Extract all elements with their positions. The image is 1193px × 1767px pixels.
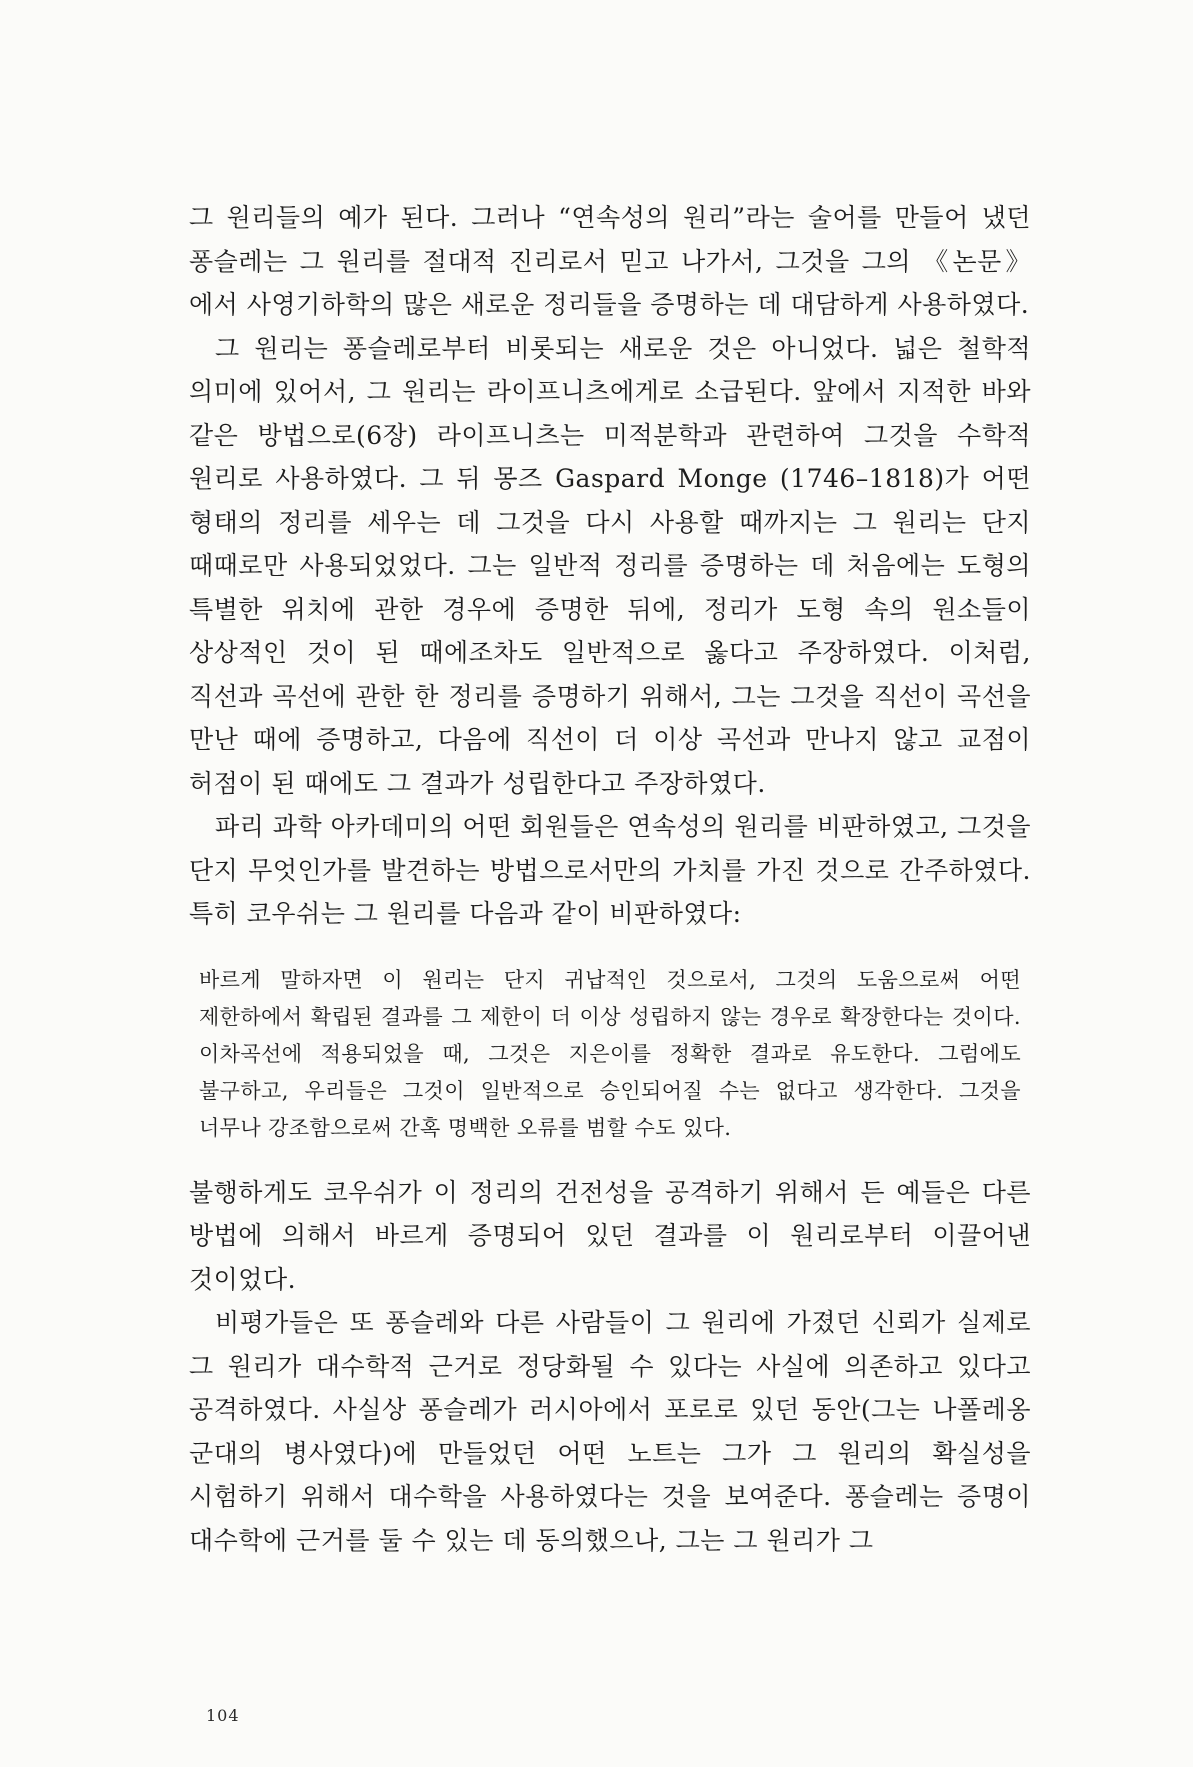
paragraph-1: 그 원리들의 예가 된다. 그러나 “연속성의 원리”라는 술어를 만들어 냈던 퐁슬레는 그 원리를 절대적 진리로서 믿고 나가서, 그것을 그의 《논문》에서 사영기하학의 많은 새로운 정리들을 증명하는 데 대담하게 사용하였다. bbox=[189, 203, 1031, 319]
body-text bbox=[189, 196, 1031, 1562]
block-quote: 바르게 말하자면 이 원리는 단지 귀납적인 것으로서, 그것의 도움으로써 어떤 제한하에서 확립된 결과를 그 제한이 더 이상 성립하지 않는 경우로 확장한다는 것이다. 이차곡선에 적용되었을 때, 그것은 지은이를 정확한 결과로 유도한다. 그럼에도 불구하고, 우리들은 그것이 일반적으로 승인되어질 수는 없다고 생각한다. 그것을 너무나 강조함으로써 간혹 명백한 오류를 범할 수도 있다. bbox=[199, 967, 1021, 1140]
paragraph-4: 불행하게도 코우쉬가 이 정리의 건전성을 공격하기 위해서 든 예들은 다른 방법에 의해서 바르게 증명되어 있던 결과를 이 원리로부터 이끌어낸 것이었다. bbox=[189, 1177, 1031, 1294]
paragraph-5: 비평가들은 또 퐁슬레와 다른 사람들이 그 원리에 가졌던 신뢰가 실제로 그 원리가 대수학적 근거로 정당화될 수 있다는 사실에 의존하고 있다고 공격하였다. 사실상 퐁슬레가 러시아에서 포로로 있던 동안(그는 나폴레옹 군대의 병사였다)에 만들었던 어떤 노트는 그가 그 원리의 확실성을 시험하기 위해서 대수학을 사용하였다는 것을 보여준다. 퐁슬레는 증명이 대수학에 근거를 둘 수 있는 데 동의했으나, 그는 그 원리가 그 bbox=[189, 1308, 1031, 1555]
paragraph-3: 파리 과학 아카데미의 어떤 회원들은 연속성의 원리를 비판하였고, 그것을 단지 무엇인가를 발견하는 방법으로서만의 가치를 가진 것으로 간주하였다. 특히 코우쉬는 그 원리를 다음과 같이 비판하였다: bbox=[189, 812, 1031, 928]
page-number: 104 bbox=[206, 1706, 240, 1725]
paragraph-2: 그 원리는 퐁슬레로부터 비롯되는 새로운 것은 아니었다. 넓은 철학적 의미에 있어서, 그 원리는 라이프니츠에게로 소급된다. 앞에서 지적한 바와 같은 방법으로(6장) 라이프니츠는 미적분학과 관련하여 그것을 수학적 원리로 사용하였다. 그 뒤 몽즈 Gaspard Monge (1746–1818)가 어떤 형태의 정리를 세우는 데 그것을 다시 사용할 때까지는 그 원리는 단지 때때로만 사용되었었다. 그는 일반적 정리를 증명하는 데 처음에는 도형의 특별한 위치에 관한 경우에 증명한 뒤에, 정리가 도형 속의 원소들이 상상적인 것이 된 때에조차도 일반적으로 옳다고 주장하였다. 이처럼, 직선과 곡선에 관한 한 정리를 증명하기 위해서, 그는 그것을 직선이 곡선을 만난 때에 증명하고, 다음에 직선이 더 이상 곡선과 만나지 않고 교점이 허점이 된 때에도 그 결과가 성립한다고 주장하였다. bbox=[189, 333, 1031, 798]
